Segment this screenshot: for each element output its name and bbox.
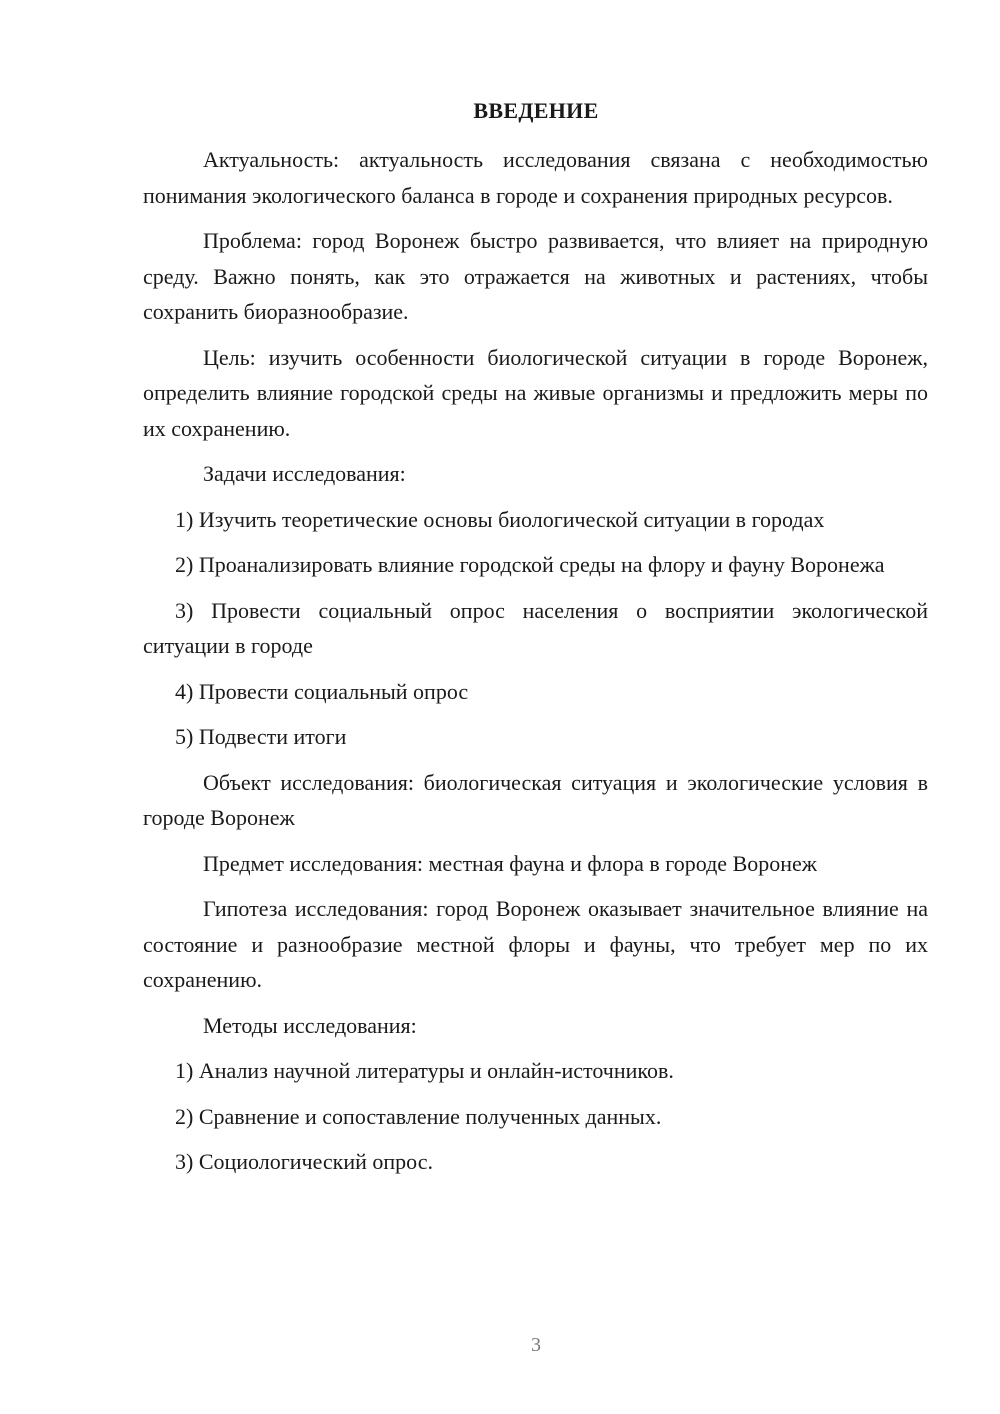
hypothesis-paragraph: Гипотеза исследования: город Воронеж оказывает значительное влияние на состояние и разнообразие местной флоры и фауны, что требует мер по их сохранению. — [143, 896, 928, 992]
method-item: 2) Сравнение и сопоставление полученных данных. — [175, 1103, 662, 1129]
goal-paragraph: Цель: изучить особенности биологической ситуации в городе Воронеж, определить влияние городской среды на живые организмы и предложить меры по их сохранению. — [143, 344, 928, 441]
method-item: 1) Анализ научной литературы и онлайн-источников. — [175, 1058, 674, 1083]
task-item: 3) Провести социальный опрос населения о восприятии экологической ситуации в городе — [143, 597, 928, 658]
task-item: 4) Провести социальный опрос — [175, 678, 469, 704]
task-item: 1) Изучить теоретические основы биологической ситуации в городах — [175, 506, 825, 532]
document-body — [143, 142, 928, 1190]
methods-heading: Методы исследования: — [203, 1012, 417, 1038]
tasks-heading: Задачи исследования: — [203, 461, 406, 486]
subject-paragraph: Предмет исследования: местная фауна и флора в городе Воронеж — [203, 850, 817, 876]
relevance-paragraph: Актуальность: актуальность исследования связана с необходимостью понимания экологического баланса в городе и сохранения природных ресурсов. — [143, 147, 928, 208]
problem-paragraph: Проблема: город Воронеж быстро развивается, что влияет на природную среду. Важно понять, как это отражается на животных и растениях, чтобы сохранить биоразнообразие. — [143, 228, 928, 324]
page-title: ВВЕДЕНИЕ — [473, 98, 599, 123]
page-number: 3 — [531, 1334, 541, 1356]
task-item: 5) Подвести итоги — [175, 724, 347, 749]
task-item: 2) Проанализировать влияние городской среды на флору и фауну Воронежа — [175, 552, 885, 577]
object-paragraph: Объект исследования: биологическая ситуация и экологические условия в городе Воронеж — [143, 769, 928, 830]
method-item: 3) Социологический опрос. — [175, 1149, 433, 1174]
